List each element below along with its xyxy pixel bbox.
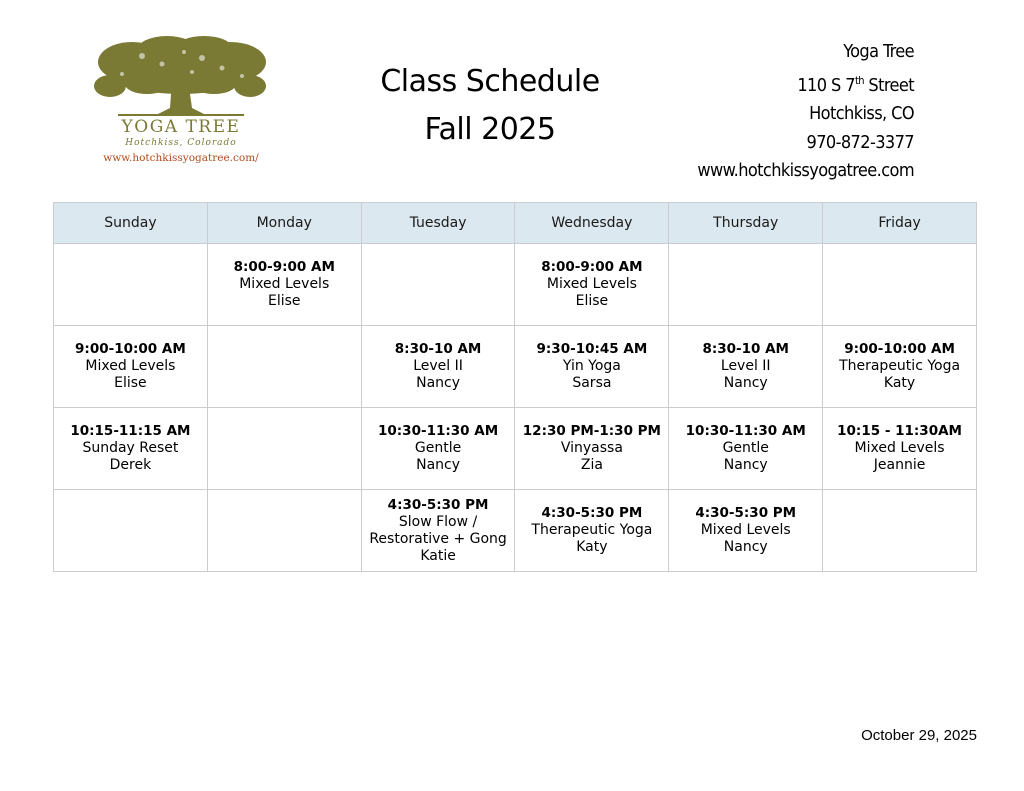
schedule-row xyxy=(54,490,977,572)
class-instructor: Jeannie xyxy=(873,457,926,473)
day-header-friday: Friday xyxy=(823,203,977,244)
schedule-row xyxy=(54,244,977,326)
class-cell xyxy=(361,490,515,572)
class-time: 12:30 PM-1:30 PM xyxy=(522,423,661,439)
day-header-sunday: Sunday xyxy=(54,203,208,244)
class-time: 10:15 - 11:30AM xyxy=(837,423,962,439)
class-instructor: Derek xyxy=(109,457,152,473)
empty-cell xyxy=(207,326,361,408)
day-header-wednesday: Wednesday xyxy=(515,203,669,244)
empty-cell xyxy=(54,490,208,572)
class-name: Mixed Levels xyxy=(85,358,176,374)
empty-cell xyxy=(54,244,208,326)
page-title: Class Schedule xyxy=(380,64,600,99)
class-instructor: Nancy xyxy=(416,457,461,473)
class-name: Sunday Reset xyxy=(82,440,179,456)
class-instructor: Nancy xyxy=(723,539,768,555)
class-instructor: Sarsa xyxy=(572,375,612,391)
class-name: Level II xyxy=(413,358,463,374)
class-name: Slow Flow / xyxy=(398,513,478,530)
schedule-table xyxy=(53,202,977,572)
empty-cell xyxy=(361,244,515,326)
class-time: 10:15-11:15 AM xyxy=(70,423,191,439)
class-time: 4:30-5:30 PM xyxy=(387,496,489,513)
class-time: 4:30-5:30 PM xyxy=(541,505,643,521)
class-name: Mixed Levels xyxy=(700,522,791,538)
class-cell xyxy=(823,408,977,490)
class-instructor: Katy xyxy=(576,539,608,555)
class-name: Level II xyxy=(720,358,771,374)
class-instructor: Nancy xyxy=(416,375,461,391)
class-time: 4:30-5:30 PM xyxy=(695,505,797,521)
class-name: Gentle xyxy=(722,440,769,456)
schedule-header xyxy=(54,203,977,244)
class-instructor: Nancy xyxy=(723,375,768,391)
class-cell xyxy=(669,408,823,490)
logo-location: Hotchkiss, Colorado xyxy=(125,138,237,148)
schedule-row xyxy=(54,408,977,490)
class-cell xyxy=(207,244,361,326)
street-ordinal: th xyxy=(854,73,864,87)
class-cell xyxy=(669,490,823,572)
class-instructor: Katie xyxy=(420,547,456,564)
empty-cell xyxy=(669,244,823,326)
class-time: 9:00-10:00 AM xyxy=(75,341,186,357)
class-name: Therapeutic Yoga xyxy=(531,522,653,538)
contact-info xyxy=(697,38,914,186)
day-header-monday: Monday xyxy=(207,203,361,244)
class-name: Mixed Levels xyxy=(546,276,637,292)
class-cell xyxy=(669,326,823,408)
class-cell xyxy=(361,408,515,490)
title-block xyxy=(340,58,640,154)
class-time: 8:30-10 AM xyxy=(702,341,789,357)
street-number: 110 S 7 xyxy=(797,74,855,96)
class-cell xyxy=(823,326,977,408)
class-instructor: Nancy xyxy=(723,457,768,473)
class-cell xyxy=(515,408,669,490)
class-cell xyxy=(515,326,669,408)
class-time: 10:30-11:30 AM xyxy=(378,423,499,439)
class-time: 8:30-10 AM xyxy=(394,341,482,357)
class-name: Gentle xyxy=(414,440,462,456)
class-time: 8:00-9:00 AM xyxy=(233,259,335,275)
street-address xyxy=(697,67,914,101)
yoga-tree-logo[interactable] xyxy=(92,34,270,166)
day-header-tuesday: Tuesday xyxy=(361,203,515,244)
class-instructor: Katy xyxy=(883,375,916,391)
empty-cell xyxy=(207,408,361,490)
class-name: Mixed Levels xyxy=(854,440,945,456)
empty-cell xyxy=(823,244,977,326)
logo-url-link[interactable]: www.hotchkissyogatree.com/ xyxy=(103,152,259,164)
class-instructor: Elise xyxy=(267,293,301,309)
oak-tree-icon xyxy=(92,34,270,118)
city-state: Hotchkiss, CO xyxy=(809,103,914,124)
studio-name: Yoga Tree xyxy=(843,41,914,62)
class-time: 9:30-10:45 AM xyxy=(536,341,648,357)
class-time: 9:00-10:00 AM xyxy=(844,341,955,357)
schedule-body xyxy=(54,244,977,572)
class-name: Therapeutic Yoga xyxy=(839,358,961,374)
class-cell xyxy=(515,490,669,572)
class-cell xyxy=(515,244,669,326)
class-cell xyxy=(54,326,208,408)
class-instructor: Zia xyxy=(580,457,603,473)
class-name: Restorative + Gong xyxy=(369,530,507,547)
class-cell xyxy=(361,326,515,408)
class-name: Mixed Levels xyxy=(239,276,330,292)
website-link[interactable]: www.hotchkissyogatree.com xyxy=(697,160,914,181)
class-time: 10:30-11:30 AM xyxy=(685,423,806,439)
day-header-thursday: Thursday xyxy=(669,203,823,244)
class-time: 8:00-9:00 AM xyxy=(541,259,643,275)
class-name: Yin Yoga xyxy=(562,358,621,374)
day-header-row xyxy=(54,203,977,244)
empty-cell xyxy=(823,490,977,572)
empty-cell xyxy=(207,490,361,572)
document-date: October 29, 2025 xyxy=(861,727,977,744)
schedule-row xyxy=(54,326,977,408)
class-instructor: Elise xyxy=(575,293,609,309)
page-subtitle: Fall 2025 xyxy=(424,112,556,147)
logo-name: YOGA TREE xyxy=(121,117,241,137)
class-cell xyxy=(54,408,208,490)
phone-number[interactable]: 970-872-3377 xyxy=(806,131,914,153)
class-instructor: Elise xyxy=(114,375,147,391)
street-name: Street xyxy=(863,74,914,96)
class-name: Vinyassa xyxy=(560,440,623,456)
